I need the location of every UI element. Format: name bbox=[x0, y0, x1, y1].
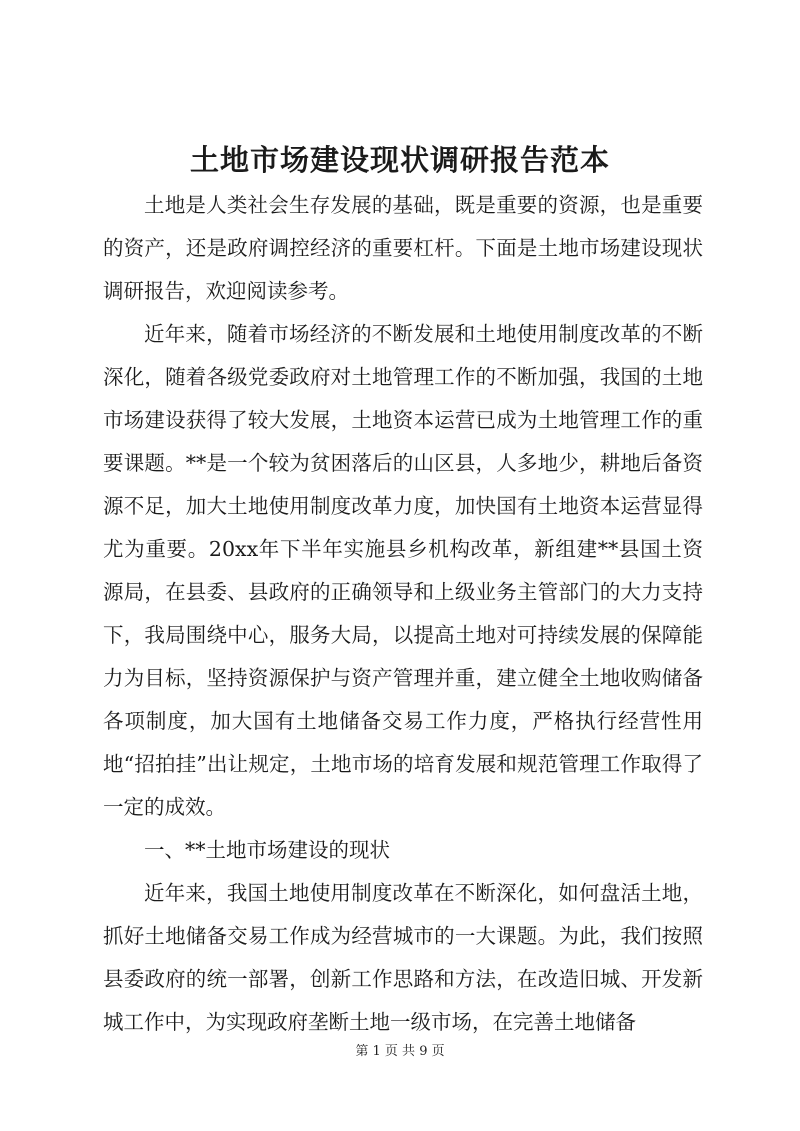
paragraph-intro: 土地是人类社会生存发展的基础，既是重要的资源，也是重要的资产，还是政府调控经济的重要杠杆。下面是土地市场建设现状调研报告，欢迎阅读参考。 bbox=[103, 193, 703, 303]
document-title: 土地市场建设现状调研报告范本 bbox=[189, 143, 610, 177]
page-number-footer: 第 1 页 共 9 页 bbox=[355, 1044, 445, 1059]
paragraph-status: 近年来，我国土地使用制度改革在不断深化，如何盘活土地，抓好土地储备交易工作成为经营城市的一大课题。为此，我们按照县委政府的统一部署，创新工作思路和方法，在改造旧城、开发新城工作中，为实现政府垄断土地一级市场，在完善土地储备 bbox=[103, 881, 703, 1034]
section-heading-status: 一、**土地市场建设的现状 bbox=[144, 838, 390, 862]
document-body bbox=[103, 184, 703, 1044]
paragraph-background: 近年来，随着市场经济的不断发展和土地使用制度改革的不断深化，随着各级党委政府对土地管理工作的不断加强，我国的土地市场建设获得了较大发展，土地资本运营已成为土地管理工作的重要课题。**是一个较为贫困落后的山区县，人多地少，耕地后备资源不足，加大土地使用制度改革力度，加快国有土地资本运营显得尤为重要。20xx年下半年实施县乡机构改革，新组建**县国土资源局，在县委、县政府的正确领导和上级业务主管部门的大力支持下，我局围绕中心，服务大局，以提高土地对可持续发展的保障能力为目标，坚持资源保护与资产管理并重，建立健全土地收购储备各项制度，加大国有土地储备交易工作力度，严格执行经营性用地“招拍挂”出让规定，土地市场的培育发展和规范管理工作取得了一定的成效。 bbox=[103, 322, 703, 819]
